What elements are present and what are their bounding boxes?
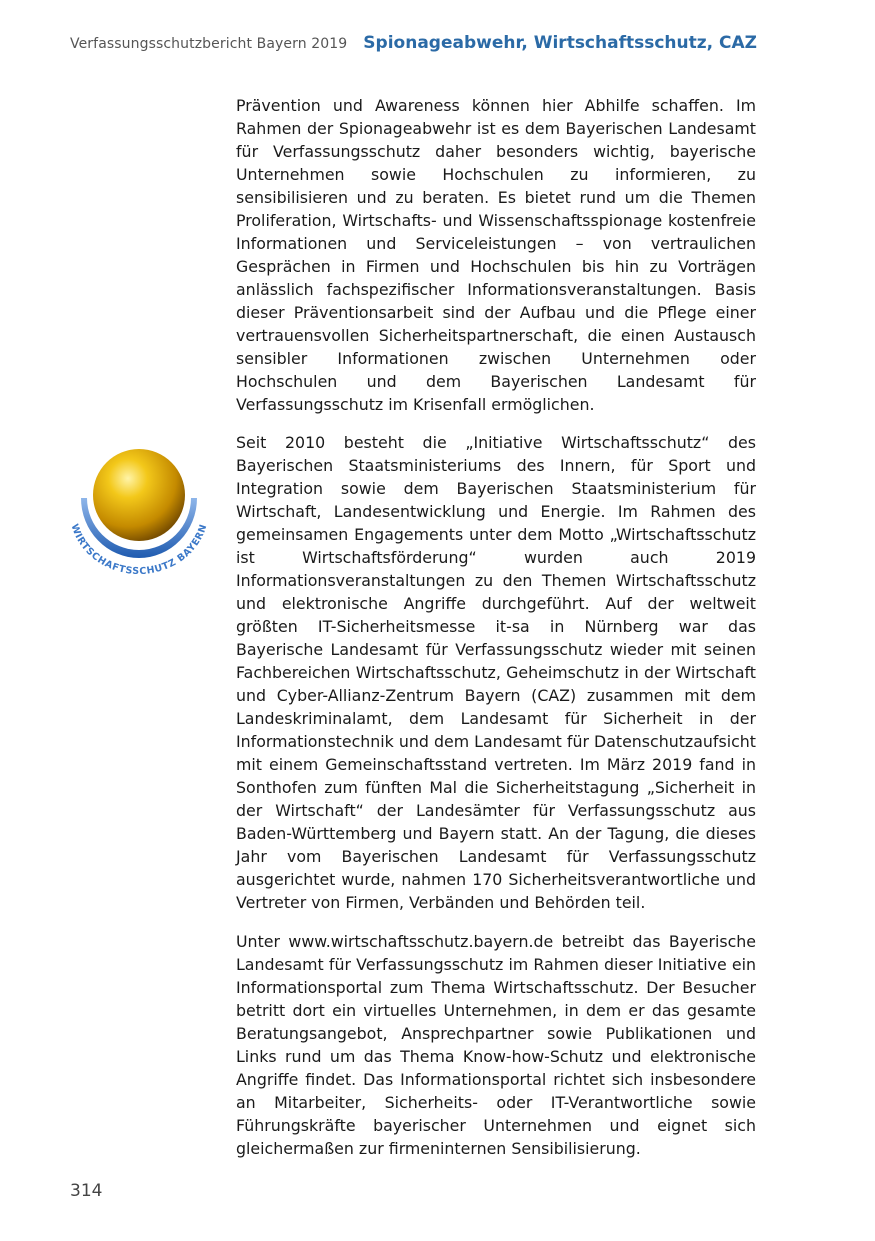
running-head-section: Spionageabwehr, Wirtschaftsschutz, CAZ [363,33,757,53]
running-head-title: Verfassungsschutzbericht Bayern 2019 [70,36,348,52]
body-paragraph-1: Prävention und Awareness können hier Abhilfe schaffen. Im Rahmen der Spionageabwehr ist es dem Bayerischen Landesamt für Verfassungsschutz daher besonders wichtig, bayerische Unternehmen sowie Hochschulen zu informieren, zu sensibilisieren und zu beraten. Es bietet rund um die Themen Proliferation, Wirtschafts- und Wissenschaftsspionage kostenfreie Informationen und Serviceleistungen – von vertraulichen Gesprächen in Firmen und Hochschulen bis hin zu Vorträgen anlässlich fachspezifischer Informationsveranstaltungen. Basis dieser Präventionsarbeit sind der Aufbau und die Pflege einer vertrauensvollen Sicherheitspartnerschaft, die einen Austausch sensibler Informationen zwischen Unternehmen oder Hochschulen und dem Bayerischen Landesamt für Verfassungsschutz im Krisenfall ermöglichen. [236,96,756,414]
body-paragraph-3: Unter www.wirtschaftsschutz.bayern.de betreibt das Bayerische Landesamt für Verfassungsschutz im Rahmen dieser Initiative ein Informationsportal zum Thema Wirtschaftsschutz. Der Besucher betritt dort ein virtuelles Unternehmen, in dem er das gesamte Beratungsangebot, Ansprechpartner sowie Publikationen und Links rund um das Thema Know-how-Schutz und elektronische Angriffe findet. Das Informationsportal richtet sich insbesondere an Mitarbeiter, Sicherheits- oder IT-Verantwortliche sowie Führungskräfte bayerischer Unternehmen und eignet sich gleichermaßen zur firmeninternen Sensibilisierung. [236,932,756,1158]
body-paragraph-2: Seit 2010 besteht die „Initiative Wirtschaftsschutz“ des Bayerischen Staatsministeriums des Innern, für Sport und Integration sowie dem Bayerischen Staatsministerium für Wirtschaft, Landesentwicklung und Energie. Im Rahmen des gemeinsamen Engagements unter dem Motto „Wirtschaftsschutz ist Wirtschaftsförderung“ wurden auch 2019 Informationsveranstaltungen zu den Themen Wirtschaftsschutz und elektronische Angriffe durchgeführt. Auf der weltweit größten IT-Sicherheitsmesse it-sa in Nürnberg war das Bayerische Landesamt für Verfassungsschutz wieder mit seinen Fachbereichen Wirtschaftsschutz, Geheimschutz in der Wirtschaft und Cyber-Allianz-Zentrum Bayern (CAZ) zusammen mit dem Landeskriminalamt, dem Landesamt für Sicherheit in der Informationstechnik und dem Landesamt für Datenschutzaufsicht mit einem Gemeinschaftsstand vertreten. Im März 2019 fand in Sonthofen zum fünften Mal die Sicherheitstagung „Sicherheit in der Wirtschaft“ der Landesämter für Verfassungsschutz aus Baden-Württemberg und Bayern statt. An der Tagung, die dieses Jahr vom Bayerischen Landesamt für Verfassungsschutz ausgerichtet wurde, nahmen 170 Sicherheitsverantwortliche und Vertreter von Firmen, Verbänden und Behörden teil. [236,433,756,912]
logo-text: WIRTSCHAFTSSCHUTZ BAYERN [68,522,210,578]
page-number: 314 [70,1181,103,1201]
wirtschaftsschutz-logo-icon [64,440,214,580]
